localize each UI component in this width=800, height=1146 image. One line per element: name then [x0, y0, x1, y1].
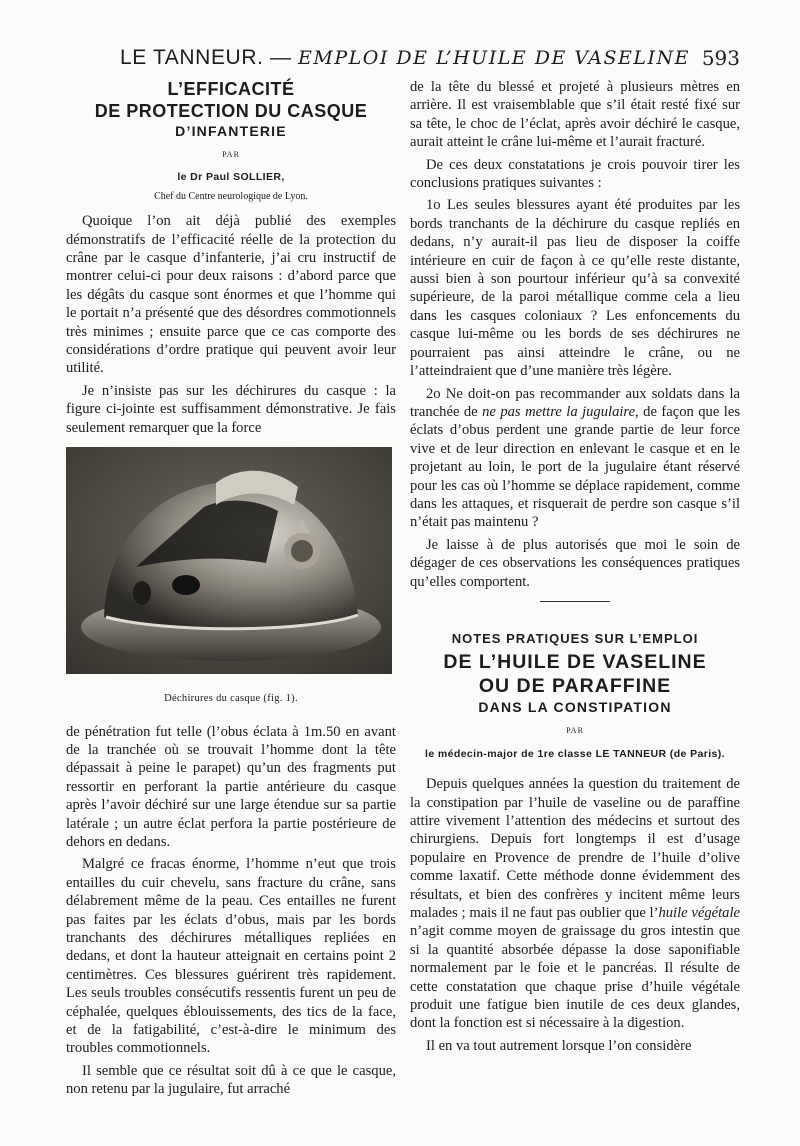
article1-title-line3: D’INFANTERIE: [175, 123, 287, 139]
running-article-title: EMPLOI DE L’HUILE DE VASELINE: [298, 47, 691, 69]
right-column: [410, 78, 740, 1059]
article1-affiliation: Chef du Centre neurologique de Lyon.: [154, 190, 308, 202]
article1-paragraph: 1o Les seules blessures ayant été produites par les bords tranchants de la déchirure du casque repliés en dedans, n’y aurait-il pas lieu de disposer la coiffe intérieure en cuir de façon à ce qu’elle reste distante, aussi bien à son pourtour inférieur qu’à sa convexité supérieure, de la paroi métallique comme cela a lieu dans les casques coloniaux ? Les enfoncements du casque lui-même ou les bords de ses déchirures ne pourraient pas ainsi atteindre le crâne, ou ne l’atteindraient que d’une manière très légère.: [410, 197, 740, 380]
text-run: Depuis quelques années la question du traitement de la constipation par l’huile de vaseline ou de paraffine attire vivement l’attention des médecins et surtout des chirurgiens. Depuis fort longtemps il est d’usage populaire en Provence de prendre de l’huile d’olive comme laxatif. Cette méthode donne évidemment des résultats, et bien des confrères y incitent même leurs malades ; mais il ne faut pas oublier que l’: [410, 776, 740, 922]
article1-paragraph: de pénétration fut telle (l’obus éclata à 1m.50 en avant de la tranchée où se trouvait l’homme dont la tête dépassait à peine le parapet) qu’un des fragments put ressortir en perforant la partie antérieure du casque après l’avoir déchiré sur une large étendue sur sa partie latérale ; un autre éclat perfora la partie postérieure de dehors en dedans.: [66, 723, 396, 850]
article1-title-line2: DE PROTECTION DU CASQUE: [94, 101, 368, 121]
article1-paragraph: de la tête du blessé et projeté à plusieurs mètres en arrière. Il est vraisemblable que s’il était resté fixé sur sa tête, le choc de l’éclat, après avoir déchiré le casque, aurait atteint le crâne lui-même et l’aurait fracturé.: [410, 79, 740, 151]
article2-title-line2: OU DE PARAFFINE: [478, 675, 672, 698]
article1-paragraph-jugulaire: [410, 385, 740, 532]
helmet-photo: [66, 447, 392, 674]
article1-closing: Je laisse à de plus autorisés que moi le soin de dégager de ces observations les conséquences pratiques qu’elles comportent.: [410, 536, 740, 590]
article2-head: NOTES PRATIQUES SUR L’EMPLOI: [451, 630, 699, 646]
article2-par: PAR: [566, 726, 584, 736]
page-header: [120, 44, 740, 74]
article1-par: PAR: [222, 150, 240, 159]
article1-title-line1: L’EFFICACITÉ: [167, 79, 295, 99]
text-run: n’agit comme moyen de graissage du gros intestin que si la quantité absorbée dépasse la dose saponifiable normalement par le foie et le pancréas. Il résulte de cette constatation que chaque prise d’huile végétale produit une fatigue bien inutile de ces deux glandes, dont la fonction est si nécessaire à la digestion.: [410, 923, 740, 1032]
article2-paragraph: [410, 775, 740, 1033]
article1-author: le Dr Paul SOLLIER,: [177, 171, 285, 184]
text-run: de façon que les éclats d’obus perdent une grande partie de leur force vive et de leur direction en enlevant le casque et en le projetant au loin, le port de la jugulaire étant réservé pour les cas où l’homme se déplace rapidement, comme dans les attaques, et risquerait de perdre son casque s’il n’était pas maintenu ?: [410, 403, 740, 531]
article2-author: le médecin-major de 1re classe LE TANNEUR (de Paris).: [425, 747, 725, 760]
article2-paragraph: Il en va tout autrement lorsque l’on considère: [426, 1037, 692, 1054]
article-separator: [540, 601, 610, 602]
figure-caption: Déchirures du casque (fig. 1).: [164, 693, 298, 705]
helmet-illustration: [66, 447, 392, 674]
text-run-italic: huile végétale: [658, 905, 740, 922]
article2-title-line1: DE L’HUILE DE VASELINE: [443, 651, 707, 674]
article2-title-line3: DANS LA CONSTIPATION: [478, 699, 672, 716]
article1-paragraph: Il semble que ce résultat soit dû à ce que le casque, non retenu par la jugulaire, fut arraché: [66, 1062, 396, 1098]
text-run-italic: ne pas mettre la jugulaire,: [482, 403, 639, 420]
text-run: 2o Ne doit-on pas recommander aux soldats dans la tranchée de: [410, 385, 740, 420]
page-number: 593: [701, 46, 740, 70]
running-author: LE TANNEUR.: [120, 46, 264, 69]
left-column: [66, 78, 396, 1103]
running-title: [120, 46, 690, 70]
article1-paragraph: De ces deux constatations je crois pouvoir tirer les conclusions pratiques suivantes :: [410, 156, 740, 192]
running-dash: —: [269, 46, 292, 69]
helmet-hole: [172, 575, 200, 595]
article1-paragraph: Malgré ce fracas énorme, l’homme n’eut que trois entailles du cuir chevelu, sans fracture du crâne, sans délabrement même de la peau. Ces entailles ne furent pas faites par les éclats d’obus, mais par les bords tranchants des déchirures métalliques repliées en dedans, et dont la hauteur atteignait en certains point 2 centimètres. Ces blessures guérirent très rapidement. Les seuls troubles consécutifs ressentis furent un peu de céphalée, quelques éblouissements, des tics de la face, et de la fatigabilité, c’est-à-dire le minimum des troubles commotionnels.: [66, 856, 396, 1057]
article1-paragraph: Quoique l’on ait déjà publié des exemples démonstratifs de l’efficacité réelle de la protection du crâne par le casque d’infanterie, j’ai cru instructif de montrer celui-ci pour deux raisons : d’abord parce que les dégâts du casque sont énormes et que l’homme qui le portait n’a présenté que des désordres commotionnels très minimes ; ensuite parce que ce cas comporte des considérations d’ordre pratique qui peuvent avoir leur utilité.: [66, 213, 396, 377]
article1-paragraph: Je n’insiste pas sur les déchirures du casque : la figure ci-jointe est suffisamment démonstrative. Je fais seulement remarquer que la force: [66, 382, 396, 436]
